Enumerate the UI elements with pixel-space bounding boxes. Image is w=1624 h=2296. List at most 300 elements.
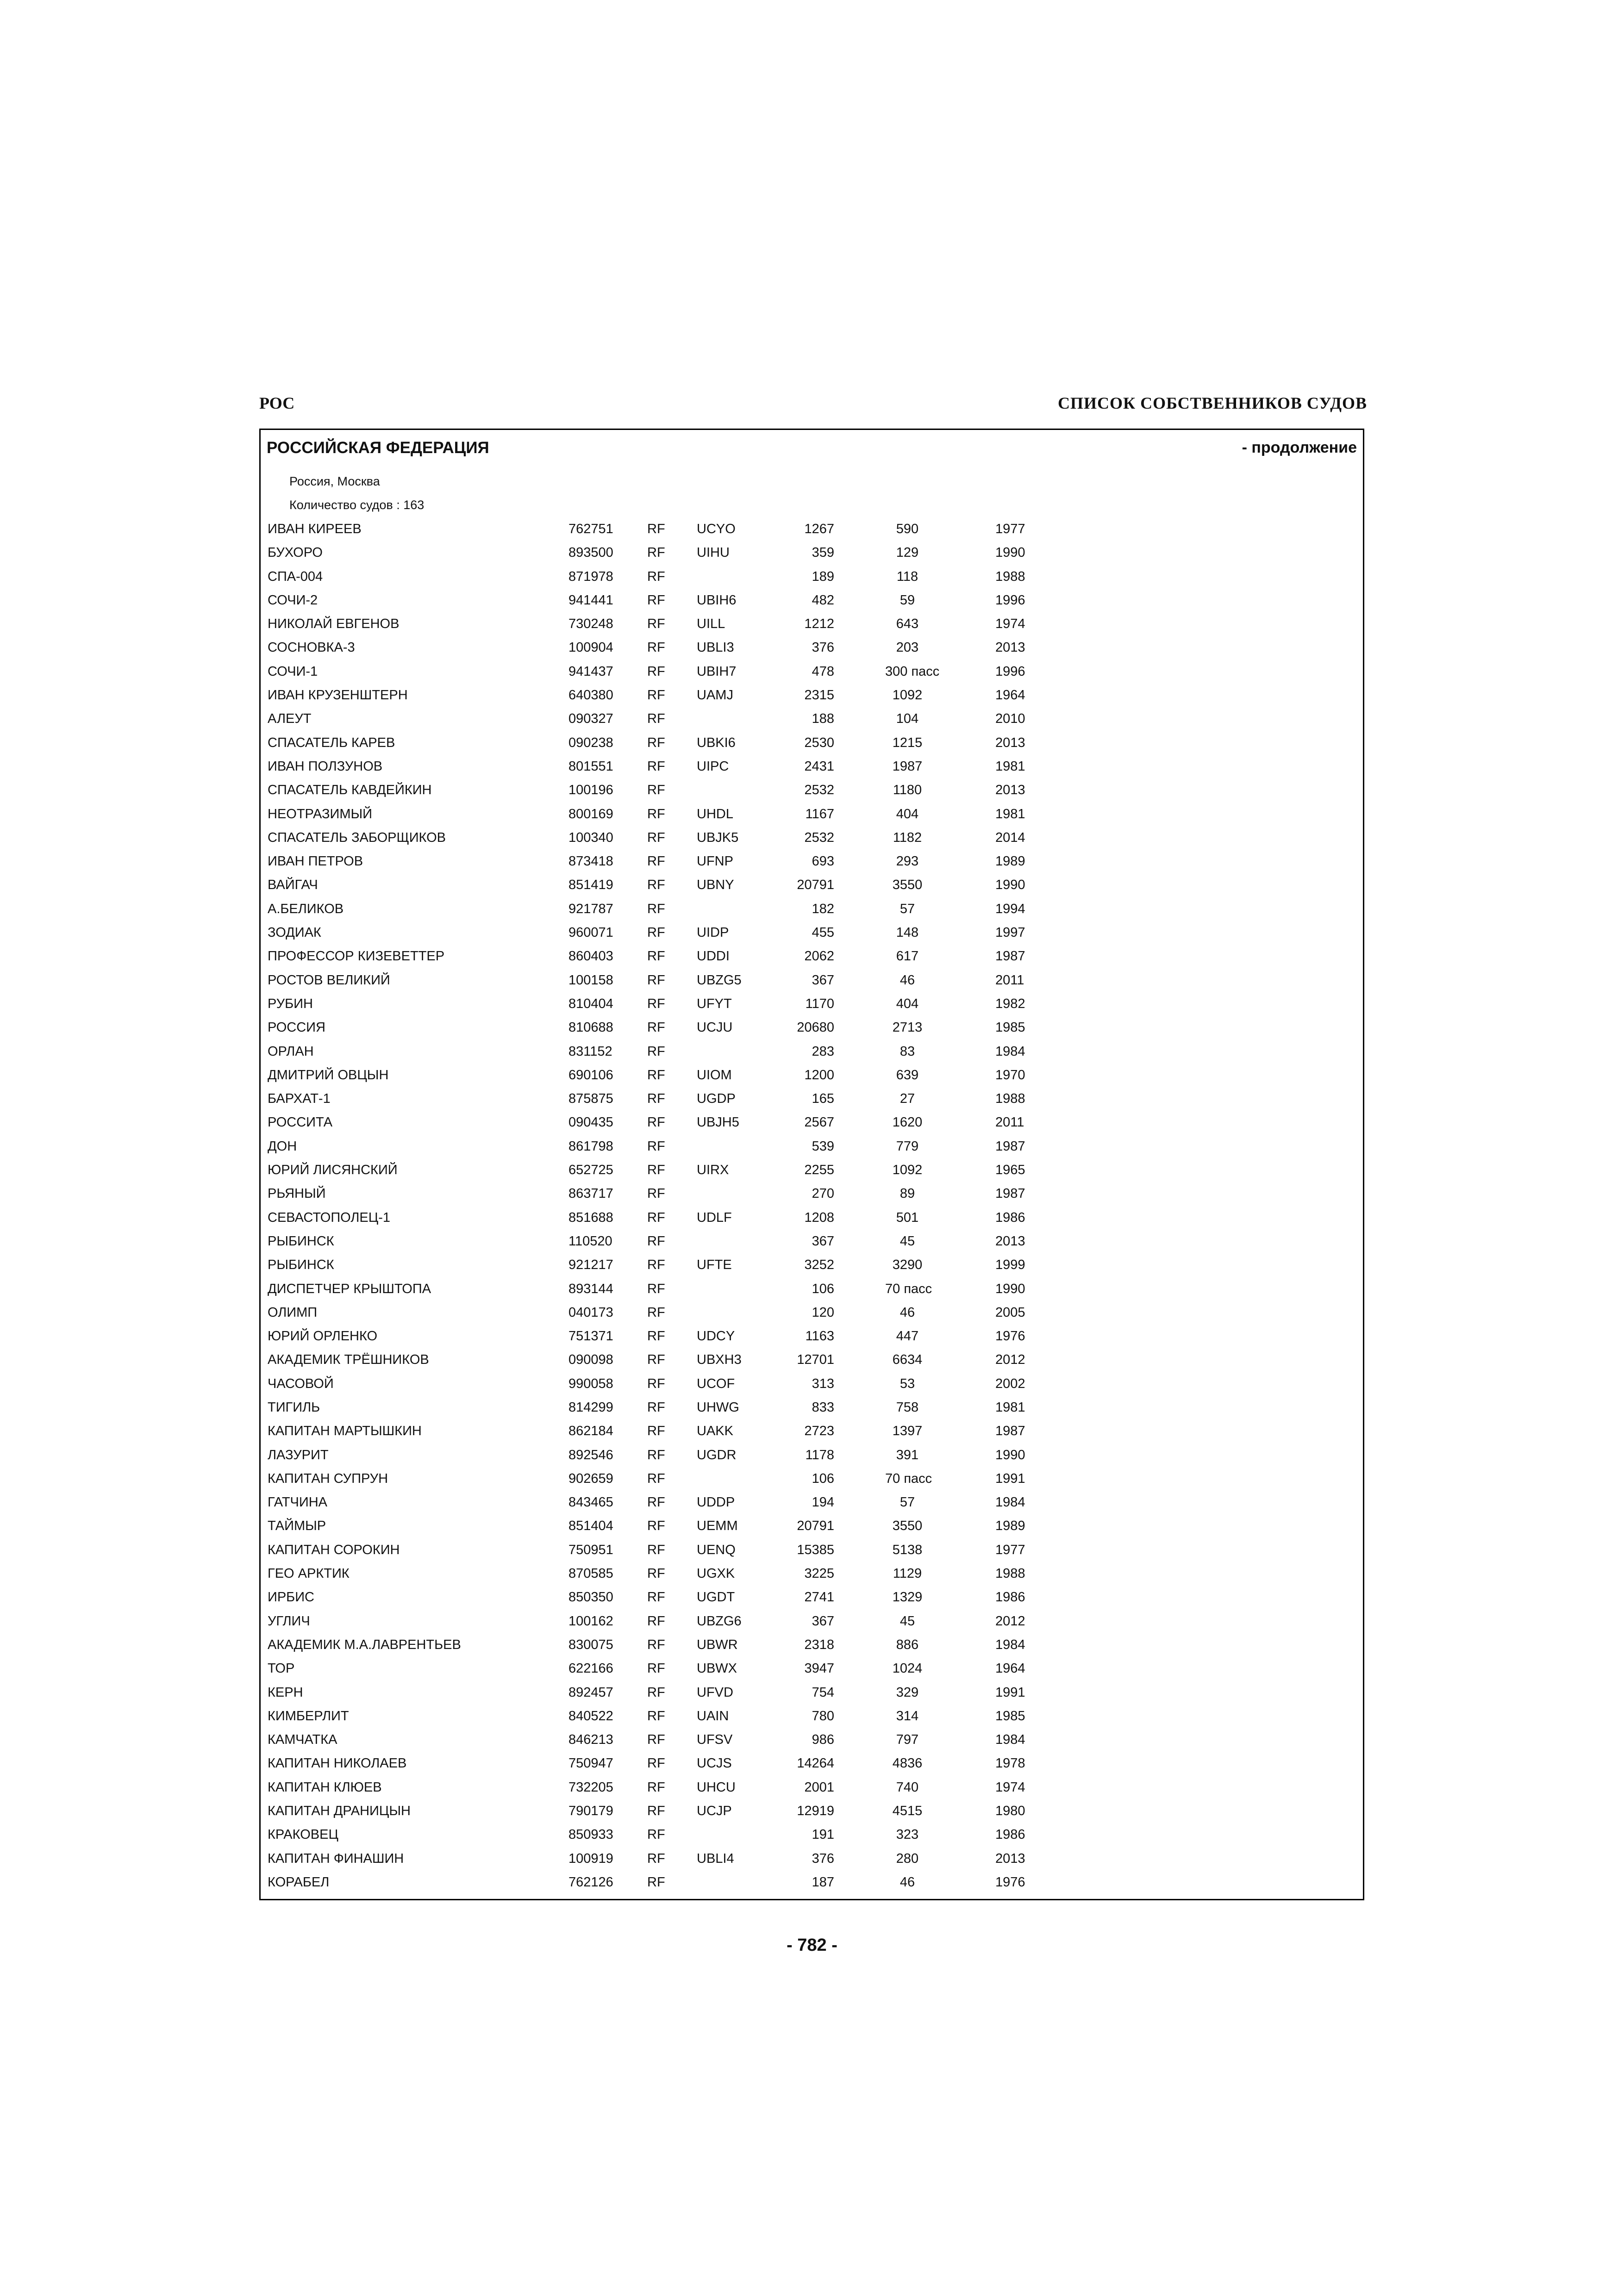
vessel-flag: RF — [647, 996, 665, 1011]
vessel-call-sign: UBNY — [697, 877, 734, 893]
vessel-flag: RF — [647, 1447, 665, 1462]
vessel-row — [0, 1115, 1624, 1139]
vessel-gross-tonnage: 754 — [812, 1685, 834, 1700]
vessel-name: РОССИЯ — [268, 1020, 325, 1035]
vessel-gross-tonnage: 189 — [812, 569, 834, 584]
vessel-gross-tonnage: 2723 — [804, 1424, 834, 1439]
vessel-name: КЕРН — [268, 1685, 303, 1700]
vessel-number: 850933 — [568, 1827, 613, 1842]
vessel-deadweight: 1620 — [892, 1115, 923, 1130]
vessel-call-sign: UFTE — [697, 1257, 732, 1273]
vessel-call-sign: UILL — [697, 616, 725, 632]
vessel-gross-tonnage: 455 — [812, 925, 834, 940]
vessel-build-year: 1991 — [995, 1471, 1025, 1486]
vessel-flag: RF — [647, 1329, 665, 1344]
vessel-call-sign: UFSV — [697, 1732, 733, 1748]
vessel-gross-tonnage: 2001 — [804, 1780, 834, 1795]
vessel-flag: RF — [647, 1613, 665, 1629]
vessel-flag: RF — [647, 1186, 665, 1201]
vessel-number: 873418 — [568, 854, 613, 869]
vessel-build-year: 2013 — [995, 1233, 1025, 1249]
vessel-build-year: 1984 — [995, 1044, 1025, 1059]
vessel-gross-tonnage: 367 — [812, 1613, 834, 1629]
vessel-build-year: 1985 — [995, 1708, 1025, 1724]
vessel-call-sign: UCJU — [697, 1020, 733, 1035]
vessel-build-year: 1984 — [995, 1732, 1025, 1748]
vessel-build-year: 1994 — [995, 901, 1025, 916]
vessel-row — [0, 949, 1624, 972]
vessel-name: А.БЕЛИКОВ — [268, 901, 344, 916]
vessel-build-year: 1999 — [995, 1257, 1025, 1273]
vessel-number: 100904 — [568, 640, 613, 655]
vessel-row — [0, 1163, 1624, 1186]
vessel-build-year: 1990 — [995, 1281, 1025, 1296]
vessel-number: 622166 — [568, 1661, 613, 1676]
vessel-row — [0, 688, 1624, 711]
vessel-name: СПА-004 — [268, 569, 323, 584]
vessel-number: 730248 — [568, 616, 613, 632]
vessel-gross-tonnage: 2318 — [804, 1637, 834, 1652]
vessel-row — [0, 1186, 1624, 1210]
vessel-number: 090435 — [568, 1115, 613, 1130]
vessel-build-year: 1990 — [995, 545, 1025, 560]
vessel-deadweight: 280 — [896, 1851, 919, 1866]
vessel-gross-tonnage: 182 — [812, 901, 834, 916]
vessel-build-year: 1977 — [995, 1542, 1025, 1557]
vessel-call-sign: UENQ — [697, 1542, 736, 1557]
vessel-name: ПРОФЕССОР КИЗЕВЕТТЕР — [268, 949, 445, 964]
vessel-flag: RF — [647, 1756, 665, 1771]
vessel-gross-tonnage: 1163 — [805, 1329, 834, 1344]
vessel-flag: RF — [647, 1590, 665, 1605]
vessel-number: 810688 — [568, 1020, 613, 1035]
vessel-row — [0, 973, 1624, 996]
vessel-row — [0, 902, 1624, 925]
vessel-gross-tonnage: 20791 — [797, 877, 834, 893]
vessel-flag: RF — [647, 1233, 665, 1249]
vessel-gross-tonnage: 3947 — [804, 1661, 834, 1676]
vessel-deadweight: 740 — [896, 1780, 919, 1795]
vessel-deadweight: 70 пасс — [885, 1471, 932, 1486]
vessel-number: 851404 — [568, 1518, 613, 1534]
vessel-name: СОСНОВКА-3 — [268, 640, 355, 655]
vessel-number: 875875 — [568, 1091, 613, 1107]
vessel-number: 100919 — [568, 1851, 613, 1866]
vessel-flag: RF — [647, 1661, 665, 1676]
vessel-build-year: 1980 — [995, 1804, 1025, 1819]
vessel-build-year: 1981 — [995, 806, 1025, 821]
vessel-deadweight: 797 — [896, 1732, 919, 1748]
vessel-build-year: 1987 — [995, 1186, 1025, 1201]
vessel-number: 750951 — [568, 1542, 613, 1557]
vessel-name: ЗОДИАК — [268, 925, 321, 940]
vessel-flag: RF — [647, 1163, 665, 1178]
vessel-call-sign: UIOM — [697, 1067, 732, 1083]
vessel-call-sign: UGXK — [697, 1566, 735, 1581]
vessel-call-sign: UEMM — [697, 1518, 738, 1534]
vessel-number: 750947 — [568, 1756, 613, 1771]
vessel-call-sign: UBIH6 — [697, 592, 737, 608]
vessel-call-sign: UBZG5 — [697, 972, 742, 988]
vessel-deadweight: 314 — [896, 1708, 919, 1724]
vessel-deadweight: 57 — [899, 1495, 915, 1510]
vessel-flag: RF — [647, 783, 665, 798]
vessel-deadweight: 203 — [896, 640, 919, 655]
vessel-deadweight: 1397 — [892, 1424, 923, 1439]
vessel-deadweight: 1092 — [892, 1163, 923, 1178]
vessel-name: КАПИТАН СОРОКИН — [268, 1542, 400, 1557]
vessel-call-sign: UHCU — [697, 1780, 736, 1795]
vessel-row — [0, 925, 1624, 949]
vessel-call-sign: UBXH3 — [697, 1352, 742, 1368]
vessel-row — [0, 854, 1624, 877]
vessel-row — [0, 1400, 1624, 1424]
vessel-build-year: 1977 — [995, 522, 1025, 536]
vessel-gross-tonnage: 194 — [812, 1495, 834, 1510]
vessel-gross-tonnage: 478 — [812, 664, 834, 679]
vessel-number: 902659 — [568, 1471, 613, 1486]
vessel-gross-tonnage: 106 — [812, 1471, 834, 1486]
vessel-build-year: 2012 — [995, 1352, 1025, 1368]
vessel-deadweight: 1182 — [893, 830, 922, 845]
vessel-gross-tonnage: 780 — [812, 1708, 834, 1724]
vessel-call-sign: UIRX — [697, 1163, 729, 1178]
vessel-number: 840522 — [568, 1708, 613, 1724]
vessel-build-year: 2005 — [995, 1305, 1025, 1320]
vessel-number: 941437 — [568, 664, 613, 679]
vessel-gross-tonnage: 2315 — [804, 688, 834, 703]
vessel-row — [0, 1851, 1624, 1875]
vessel-flag: RF — [647, 1210, 665, 1225]
vessel-gross-tonnage: 20791 — [797, 1518, 834, 1534]
vessel-deadweight: 643 — [896, 616, 919, 632]
vessel-deadweight: 1024 — [892, 1661, 923, 1676]
vessel-call-sign: UCJS — [697, 1756, 732, 1771]
vessel-deadweight: 1987 — [892, 759, 923, 774]
vessel-call-sign: UBLI3 — [697, 640, 734, 655]
vessel-flag: RF — [647, 1471, 665, 1486]
vessel-row — [0, 1044, 1624, 1068]
vessel-number: 860403 — [568, 949, 613, 964]
vessel-gross-tonnage: 2431 — [804, 759, 834, 774]
vessel-build-year: 2012 — [995, 1613, 1025, 1629]
vessel-name: ЮРИЙ ЛИСЯНСКИЙ — [268, 1163, 398, 1178]
vessel-build-year: 1974 — [995, 616, 1025, 632]
vessel-gross-tonnage: 187 — [812, 1874, 834, 1890]
owner-location: Россия, Москва — [289, 474, 380, 488]
vessel-number: 100158 — [568, 972, 613, 988]
vessel-gross-tonnage: 2062 — [804, 949, 834, 964]
vessel-deadweight: 779 — [896, 1139, 919, 1154]
vessel-deadweight: 886 — [896, 1637, 919, 1652]
vessel-flag: RF — [647, 592, 665, 608]
vessel-call-sign: UFVD — [697, 1685, 733, 1700]
vessel-row — [0, 1518, 1624, 1542]
vessel-row — [0, 1329, 1624, 1352]
vessel-row — [0, 1448, 1624, 1471]
vessel-number: 871978 — [568, 569, 613, 584]
vessel-call-sign: UBJK5 — [697, 830, 739, 845]
vessel-number: 830075 — [568, 1637, 613, 1652]
vessel-row — [0, 1352, 1624, 1376]
vessel-flag: RF — [647, 735, 665, 750]
vessel-name: ТИГИЛЬ — [268, 1400, 320, 1415]
vessel-build-year: 1981 — [995, 1400, 1025, 1415]
vessel-gross-tonnage: 313 — [812, 1376, 834, 1391]
vessel-count: Количество судов : 163 — [289, 498, 425, 512]
vessel-flag: RF — [647, 1352, 665, 1368]
vessel-row — [0, 711, 1624, 735]
vessel-build-year: 1974 — [995, 1780, 1025, 1795]
vessel-gross-tonnage: 1178 — [805, 1447, 834, 1462]
vessel-row — [0, 1257, 1624, 1281]
vessel-deadweight: 70 пасс — [885, 1281, 932, 1296]
vessel-number: 810404 — [568, 996, 613, 1011]
vessel-flag: RF — [647, 1424, 665, 1439]
vessel-flag: RF — [647, 1091, 665, 1107]
vessel-call-sign: UBWX — [697, 1661, 737, 1676]
vessel-number: 790179 — [568, 1804, 613, 1819]
vessel-call-sign: UAIN — [697, 1708, 729, 1724]
vessel-row — [0, 807, 1624, 830]
vessel-gross-tonnage: 2741 — [804, 1590, 834, 1605]
vessel-row — [0, 759, 1624, 783]
vessel-gross-tonnage: 20680 — [797, 1020, 834, 1035]
vessel-gross-tonnage: 106 — [812, 1281, 834, 1296]
vessel-call-sign: UDLF — [697, 1210, 732, 1225]
vessel-call-sign: UBZG6 — [697, 1613, 742, 1629]
vessel-flag: RF — [647, 759, 665, 774]
vessel-build-year: 1986 — [995, 1210, 1025, 1225]
vessel-number: 862184 — [568, 1424, 613, 1439]
vessel-build-year: 1986 — [995, 1827, 1025, 1842]
vessel-number: 851688 — [568, 1210, 613, 1225]
vessel-call-sign: UIPC — [697, 759, 729, 774]
vessel-build-year: 1988 — [995, 1091, 1025, 1107]
vessel-call-sign: UGDR — [697, 1447, 737, 1462]
vessel-build-year: 2014 — [995, 830, 1025, 845]
vessel-number: 100196 — [568, 783, 613, 798]
vessel-build-year: 2013 — [995, 783, 1025, 798]
vessel-call-sign: UDDI — [697, 949, 730, 964]
vessel-row — [0, 1305, 1624, 1329]
vessel-gross-tonnage: 367 — [812, 1233, 834, 1249]
vessel-number: 800169 — [568, 806, 613, 821]
vessel-name: ТАЙМЫР — [268, 1518, 326, 1534]
vessel-name: КАПИТАН СУПРУН — [268, 1471, 388, 1486]
vessel-gross-tonnage: 12701 — [797, 1352, 834, 1368]
vessel-name: РОССИТА — [268, 1115, 333, 1130]
vessel-name: ДМИТРИЙ ОВЦЫН — [268, 1067, 389, 1083]
vessel-flag: RF — [647, 1708, 665, 1724]
vessel-name: СПАСАТЕЛЬ ЗАБОРЩИКОВ — [268, 830, 446, 845]
vessel-gross-tonnage: 2255 — [804, 1163, 834, 1178]
vessel-flag: RF — [647, 1400, 665, 1415]
vessel-row — [0, 783, 1624, 806]
vessel-number: 090238 — [568, 735, 613, 750]
vessel-call-sign: UGDP — [697, 1091, 736, 1107]
vessel-build-year: 1989 — [995, 854, 1025, 869]
vessel-name: НЕОТРАЗИМЫЙ — [268, 806, 373, 821]
vessel-row — [0, 522, 1624, 545]
vessel-number: 801551 — [568, 759, 613, 774]
vessel-build-year: 2013 — [995, 1851, 1025, 1866]
vessel-gross-tonnage: 376 — [812, 640, 834, 655]
vessel-build-year: 2013 — [995, 735, 1025, 750]
vessel-gross-tonnage: 12919 — [797, 1804, 834, 1819]
vessel-name: КРАКОВЕЦ — [268, 1827, 338, 1842]
vessel-deadweight: 3550 — [892, 1518, 923, 1534]
vessel-name: РОСТОВ ВЕЛИКИЙ — [268, 972, 390, 988]
vessel-call-sign: UCJP — [697, 1804, 732, 1819]
vessel-call-sign: UGDT — [697, 1590, 735, 1605]
vessel-name: РЫБИНСК — [268, 1257, 334, 1273]
vessel-deadweight: 293 — [896, 854, 919, 869]
vessel-call-sign: UAKK — [697, 1424, 733, 1439]
vessel-name: ГАТЧИНА — [268, 1495, 328, 1510]
vessel-number: 893144 — [568, 1281, 613, 1296]
vessel-row — [0, 640, 1624, 664]
vessel-name: ЮРИЙ ОРЛЕНКО — [268, 1329, 378, 1344]
vessel-gross-tonnage: 1212 — [804, 616, 834, 632]
vessel-call-sign: UBJH5 — [697, 1115, 739, 1130]
vessel-gross-tonnage: 693 — [812, 854, 834, 869]
vessel-number: 751371 — [568, 1329, 613, 1344]
vessel-deadweight: 501 — [896, 1210, 919, 1225]
vessel-name: СПАСАТЕЛЬ КАРЕВ — [268, 735, 395, 750]
vessel-name: РУБИН — [268, 996, 313, 1011]
vessel-flag: RF — [647, 1067, 665, 1083]
vessel-gross-tonnage: 2567 — [804, 1115, 834, 1130]
vessel-flag: RF — [647, 1518, 665, 1534]
vessel-gross-tonnage: 120 — [812, 1305, 834, 1320]
vessel-flag: RF — [647, 1804, 665, 1819]
vessel-number: 762126 — [568, 1874, 613, 1890]
vessel-flag: RF — [647, 1139, 665, 1154]
vessel-row — [0, 877, 1624, 901]
vessel-gross-tonnage: 833 — [812, 1400, 834, 1415]
vessel-row — [0, 1804, 1624, 1827]
vessel-row — [0, 996, 1624, 1020]
vessel-flag: RF — [647, 1044, 665, 1059]
vessel-row — [0, 1068, 1624, 1091]
vessel-row — [0, 664, 1624, 688]
vessel-deadweight: 323 — [896, 1827, 919, 1842]
vessel-row — [0, 1827, 1624, 1851]
vessel-flag: RF — [647, 1115, 665, 1130]
vessel-deadweight: 3550 — [892, 877, 923, 893]
vessel-call-sign: UIDP — [697, 925, 729, 940]
vessel-name: ЧАСОВОЙ — [268, 1376, 334, 1391]
vessel-gross-tonnage: 1208 — [804, 1210, 834, 1225]
vessel-gross-tonnage: 2530 — [804, 735, 834, 750]
vessel-deadweight: 89 — [899, 1186, 915, 1201]
vessel-deadweight: 404 — [896, 996, 919, 1011]
vessel-build-year: 2011 — [995, 1115, 1024, 1130]
vessel-call-sign: UIHU — [697, 545, 730, 560]
vessel-build-year: 1984 — [995, 1495, 1025, 1510]
vessel-name: БАРХАТ-1 — [268, 1091, 331, 1107]
vessel-deadweight: 1180 — [893, 783, 922, 798]
vessel-build-year: 2010 — [995, 711, 1025, 727]
vessel-number: 850350 — [568, 1590, 613, 1605]
vessel-build-year: 1986 — [995, 1590, 1025, 1605]
vessel-flag: RF — [647, 1732, 665, 1748]
vessel-row — [0, 545, 1624, 569]
vessel-name: КАПИТАН МАРТЫШКИН — [268, 1424, 422, 1439]
vessel-number: 921787 — [568, 901, 613, 916]
vessel-name: ВАЙГАЧ — [268, 877, 318, 893]
vessel-flag: RF — [647, 1851, 665, 1866]
vessel-number: 040173 — [568, 1305, 613, 1320]
vessel-build-year: 2002 — [995, 1376, 1025, 1391]
vessel-deadweight: 3290 — [892, 1257, 923, 1273]
vessel-row — [0, 1471, 1624, 1495]
vessel-number: 100162 — [568, 1613, 613, 1629]
vessel-gross-tonnage: 1170 — [805, 996, 834, 1011]
vessel-name: СПАСАТЕЛЬ КАВДЕЙКИН — [268, 783, 432, 798]
vessel-deadweight: 59 — [899, 592, 915, 608]
vessel-gross-tonnage: 986 — [812, 1732, 834, 1748]
vessel-flag: RF — [647, 569, 665, 584]
vessel-build-year: 1970 — [995, 1067, 1025, 1083]
vessel-row — [0, 1566, 1624, 1590]
vessel-gross-tonnage: 1267 — [804, 522, 834, 536]
vessel-build-year: 1985 — [995, 1020, 1025, 1035]
vessel-build-year: 1996 — [995, 592, 1025, 608]
vessel-name: КАПИТАН КЛЮЕВ — [268, 1780, 382, 1795]
vessel-build-year: 2011 — [995, 972, 1024, 988]
vessel-name: РЬЯНЫЙ — [268, 1186, 326, 1201]
vessel-deadweight: 2713 — [892, 1020, 923, 1035]
vessel-name: АКАДЕМИК М.А.ЛАВРЕНТЬЕВ — [268, 1637, 461, 1652]
vessel-number: 892546 — [568, 1447, 613, 1462]
vessel-gross-tonnage: 191 — [812, 1827, 834, 1842]
vessel-deadweight: 57 — [899, 901, 915, 916]
vessel-deadweight: 6634 — [892, 1352, 923, 1368]
vessel-row — [0, 1495, 1624, 1518]
vessel-gross-tonnage: 270 — [812, 1186, 834, 1201]
vessel-deadweight: 590 — [896, 522, 919, 536]
vessel-flag: RF — [647, 1637, 665, 1652]
vessel-row — [0, 1780, 1624, 1804]
vessel-deadweight: 5138 — [892, 1542, 923, 1557]
vessel-flag: RF — [647, 711, 665, 727]
vessel-deadweight: 329 — [896, 1685, 919, 1700]
vessel-row — [0, 1875, 1624, 1898]
vessel-build-year: 1976 — [995, 1874, 1025, 1890]
vessel-flag: RF — [647, 901, 665, 916]
vessel-name: КАМЧАТКА — [268, 1732, 337, 1748]
vessel-name: НИКОЛАЙ ЕВГЕНОВ — [268, 616, 400, 632]
vessel-deadweight: 148 — [896, 925, 919, 940]
vessel-deadweight: 46 — [899, 972, 915, 988]
vessel-deadweight: 4515 — [892, 1804, 923, 1819]
vessel-call-sign: UBLI4 — [697, 1851, 734, 1866]
vessel-deadweight: 4836 — [892, 1756, 923, 1771]
vessel-number: 100340 — [568, 830, 613, 845]
vessel-build-year: 1981 — [995, 759, 1025, 774]
vessel-deadweight: 300 пасс — [885, 664, 940, 679]
vessel-row — [0, 1614, 1624, 1637]
vessel-build-year: 1978 — [995, 1756, 1025, 1771]
vessel-gross-tonnage: 3225 — [804, 1566, 834, 1581]
vessel-gross-tonnage: 3252 — [804, 1257, 834, 1273]
vessel-row — [0, 1210, 1624, 1234]
vessel-number: 652725 — [568, 1163, 613, 1178]
vessel-row — [0, 1282, 1624, 1305]
vessel-row — [0, 830, 1624, 854]
